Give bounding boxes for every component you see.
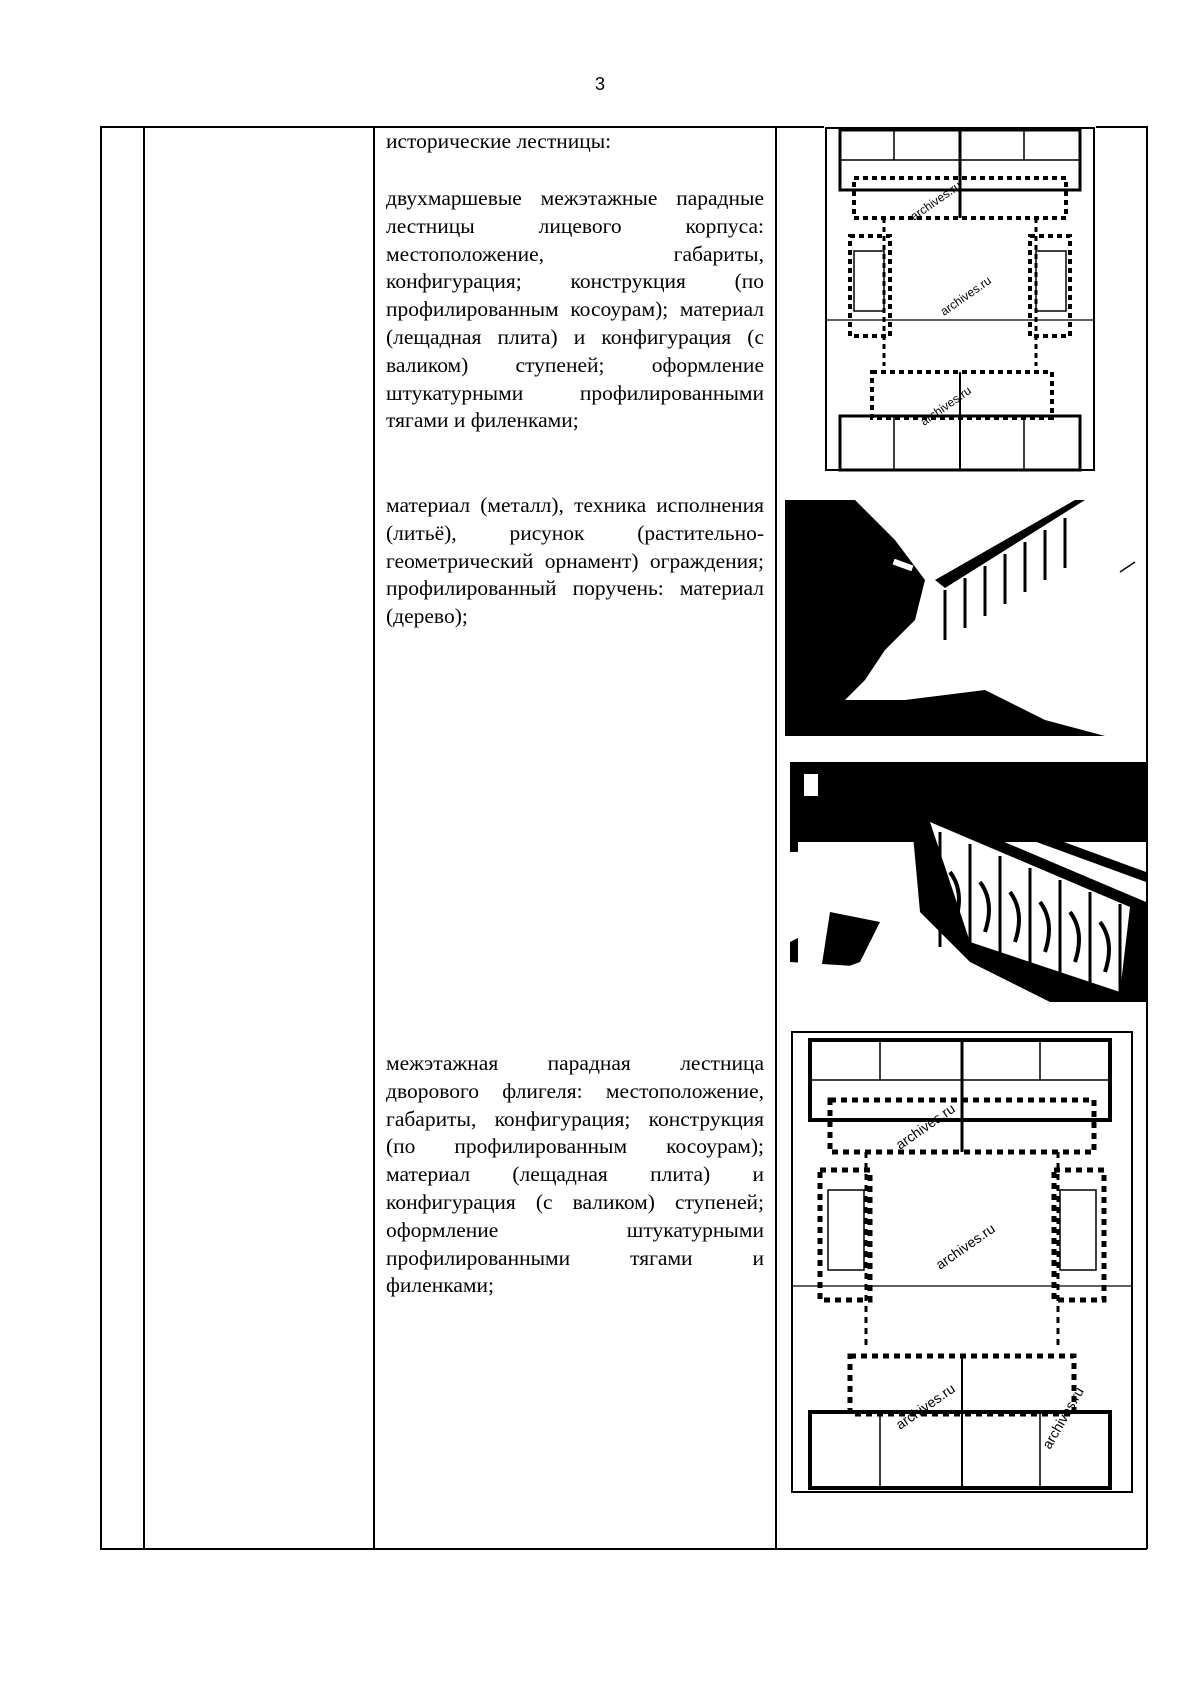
floor-plan-drawing (790, 1030, 1134, 1494)
watermark-text: archives.ru (892, 1100, 958, 1153)
watermark-text: archives.ru (892, 1380, 958, 1433)
watermark-text: archives.ru (937, 273, 994, 319)
watermark-text: archives.ru (932, 1220, 998, 1273)
watermark-text: archives.ru (1038, 1384, 1087, 1452)
item-text-main-stairs: двухмаршевые межэтажные парадные лестницы лицевого корпуса: местоположение, габариты, конфигурация; конструкция (по профилированным косоурам); материал (лещадная плита) и конфигурация (с валиком) ступеней; оформление штукатурными профилированными тягами и филенками; (386, 186, 764, 433)
railing-ornament-drawing (790, 762, 1146, 1002)
table-column-border-2 (143, 126, 145, 1549)
table-column-border-3 (373, 126, 375, 1549)
page-number: 3 (594, 74, 605, 94)
table-bottom-border (100, 1548, 1147, 1550)
stair-railing-ornament-photo-image (790, 762, 1146, 1002)
floor-plan-drawing (824, 126, 1096, 472)
watermark-text: archives.ru (907, 178, 964, 224)
floor-plan-main-building-image (824, 126, 1096, 472)
stair-railing-photo-image (785, 500, 1145, 736)
item-text-railing: материал (металл), техника исполнения (литьё), рисунок (растительно-геометрический орнамент) ограждения; профилированный поручень: материал (дерево); (386, 493, 764, 629)
watermark-text: archives.ru (917, 383, 974, 429)
item-text-courtyard-stairs: межэтажная парадная лестница дворового флигеля: местоположение, габариты, конфигурация; конструкция (по профилированным косоурам); материал (лещадная плита) и конфигурация (с валиком) ступеней; оформление штукатурными профилированными тягами и филенками; (386, 1051, 764, 1298)
table-column-border-5 (1146, 126, 1148, 1549)
table-column-border-4 (775, 126, 777, 1549)
table-heading: исторические лестницы: (386, 129, 612, 153)
railing-photo-drawing (785, 500, 1145, 736)
table-column-border-1 (100, 126, 102, 1549)
floor-plan-courtyard-wing-image (790, 1030, 1134, 1494)
